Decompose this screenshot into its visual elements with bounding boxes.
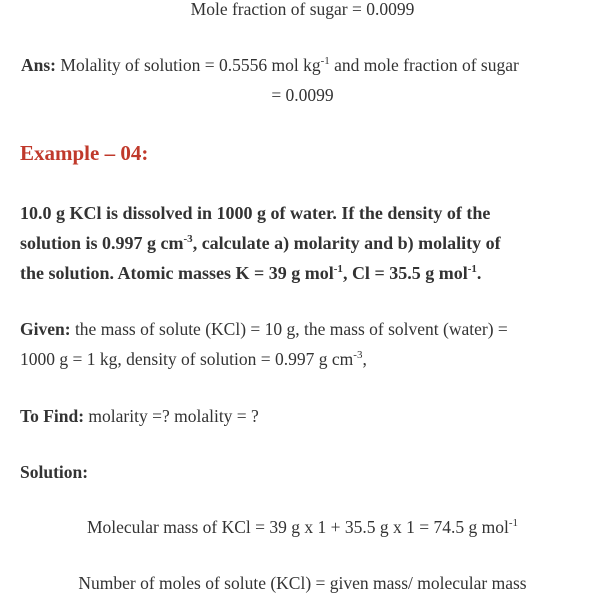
example-heading: Example – 04: xyxy=(20,141,149,165)
given-label: Given: xyxy=(20,319,71,339)
molecular-mass-line: Molecular mass of KCl = 39 g x 1 + 35.5 g x 1 = 74.5 g mol$^{-1}$ xyxy=(86,517,519,537)
given-line-1: Given: the mass of solute (KCl) = 10 g, the mass of solvent (water) = xyxy=(20,319,508,339)
to-find-line: To Find: molarity =? molality = ? xyxy=(20,406,259,426)
answer-line-2: = 0.0099 xyxy=(271,85,334,105)
answer-molality: Molality of solution = 0.5556 mol kg xyxy=(60,55,321,75)
answer-line-1: Ans: Molality of solution = 0.5556 mol $kg^{-1}$ and mole fraction of sugar xyxy=(21,55,519,75)
problem-line-3: the solution. Atomic masses K = 39 g mol$^{-1}$, Cl = 35.5 g mol$^{-1}$. xyxy=(20,263,482,283)
problem-line-1: 10.0 g KCl is dissolved in 1000 g of water. If the density of the xyxy=(20,203,491,223)
to-find-label: To Find: xyxy=(20,406,85,426)
moles-line: Number of moles of solute (KCl) = given mass/ molecular mass xyxy=(78,573,527,593)
given-line-2: 1000 g = 1 kg, density of solution = 0.997 g $cm^{-3}$, xyxy=(20,349,367,369)
mole-fraction-line: Mole fraction of sugar = 0.0099 xyxy=(190,0,415,19)
solution-label: Solution: xyxy=(20,462,89,482)
problem-line-2: solution is 0.997 g $cm^{-3}$, calculate a) molarity and b) molality of xyxy=(20,233,501,253)
answer-label: Ans: xyxy=(21,55,57,75)
